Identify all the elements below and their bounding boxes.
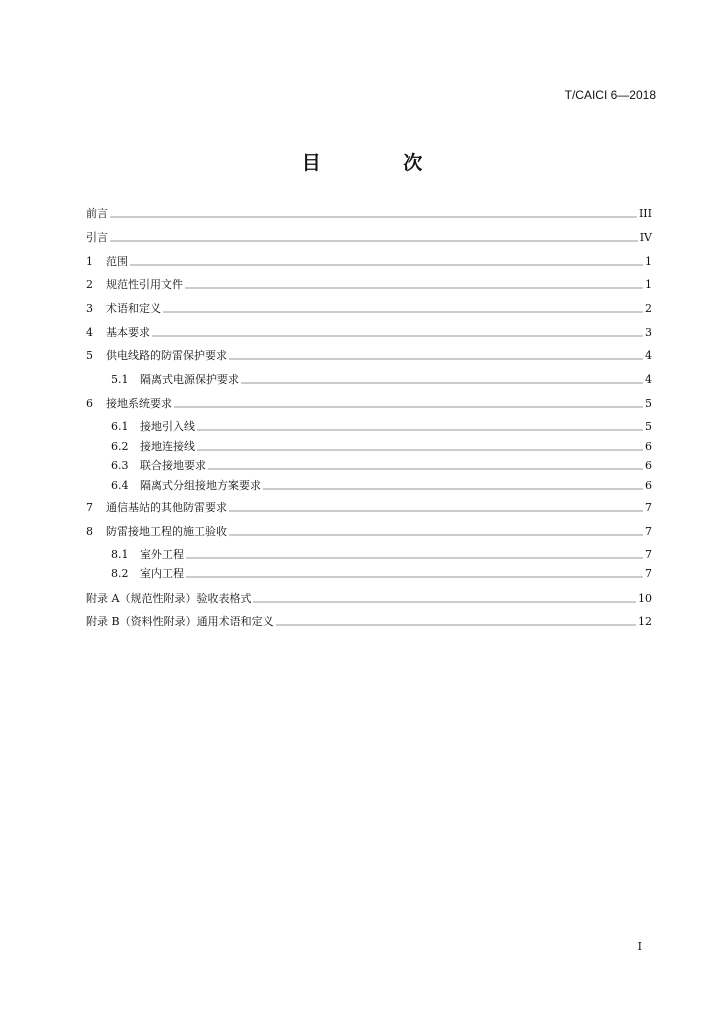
toc-entry-number: 6.2: [111, 440, 129, 453]
toc-entry-number: 6.3: [111, 459, 129, 472]
toc-entry-3[interactable]: [86, 301, 652, 317]
toc-entry-6-2[interactable]: [111, 439, 652, 455]
toc-entry-foreword[interactable]: [86, 206, 652, 222]
toc-entry-page: 2: [645, 302, 652, 315]
toc-entry-6-4[interactable]: [111, 478, 652, 494]
toc-leader: [263, 488, 643, 490]
toc-entry-appendix-a[interactable]: [86, 591, 652, 607]
toc-entry-number: 6.1: [111, 420, 129, 433]
toc-entry-label: 接地引入线: [140, 420, 195, 433]
toc-leader: [110, 240, 638, 242]
toc-leader: [163, 311, 643, 313]
toc-entry-appendix-b[interactable]: [86, 614, 652, 630]
toc-entry-label: 供电线路的防雷保护要求: [106, 349, 227, 362]
toc-entry-number: 5.1: [111, 373, 129, 386]
toc-entry-label: 接地系统要求: [106, 397, 172, 410]
toc-leader: [276, 624, 636, 626]
toc-entry-label: 附录 B（资料性附录）通用术语和定义: [86, 615, 274, 628]
toc-entry-label: 基本要求: [106, 326, 150, 339]
toc-entry-8[interactable]: [86, 524, 652, 540]
toc-entry-page: 7: [645, 567, 652, 580]
toc-entry-page: 1: [645, 278, 652, 291]
toc-entry-introduction[interactable]: [86, 230, 652, 246]
toc-leader: [186, 576, 643, 578]
toc-entry-number: 6: [86, 397, 93, 410]
toc-entry-label: 术语和定义: [106, 302, 161, 315]
toc-entry-page: III: [638, 207, 652, 220]
toc-entry-label: 通信基站的其他防雷要求: [106, 501, 227, 514]
toc-entry-page: 1: [645, 255, 652, 268]
toc-entry-page: 12: [638, 615, 652, 628]
toc-entry-number: 6.4: [111, 479, 129, 492]
toc-entry-6[interactable]: [86, 396, 652, 412]
toc-leader: [110, 216, 637, 218]
toc-leader: [229, 534, 643, 536]
toc-entry-label: 隔离式分组接地方案要求: [140, 479, 261, 492]
toc-entry-page: 3: [645, 326, 652, 339]
toc-leader: [208, 468, 643, 470]
toc-entry-label: 室内工程: [140, 567, 184, 580]
toc-entry-label: 附录 A（规范性附录）验收表格式: [86, 592, 252, 605]
toc-entry-page: 7: [645, 548, 652, 561]
toc-leader: [241, 382, 643, 384]
toc-entry-number: 2: [86, 278, 93, 291]
toc-entry-label: 规范性引用文件: [106, 278, 183, 291]
toc-entry-number: 8.2: [111, 567, 129, 580]
toc-leader: [130, 264, 643, 266]
toc-entry-label: 接地连接线: [140, 440, 195, 453]
toc-entry-number: 1: [86, 255, 93, 268]
toc-entry-label: 防雷接地工程的施工验收: [106, 525, 227, 538]
toc-leader: [185, 287, 643, 289]
toc-entry-5[interactable]: [86, 348, 652, 364]
toc-leader: [197, 449, 643, 451]
toc-entry-page: 4: [645, 349, 652, 362]
toc-entry-label: 室外工程: [140, 548, 184, 561]
toc-entry-8-2[interactable]: [111, 566, 652, 582]
toc-leader: [229, 510, 643, 512]
toc-entry-page: 6: [645, 459, 652, 472]
toc-leader: [197, 429, 643, 431]
toc-leader: [253, 601, 636, 603]
standard-code: T/CAICI 6—2018: [564, 88, 656, 102]
toc-entry-label: 引言: [86, 231, 108, 244]
toc-entry-number: 8: [86, 525, 93, 538]
toc-entry-label: 前言: [86, 207, 108, 220]
toc-entry-page: IV: [639, 231, 652, 244]
toc-entry-1[interactable]: [86, 254, 652, 270]
toc-entry-page: 7: [645, 501, 652, 514]
toc-entry-number: 3: [86, 302, 93, 315]
toc-entry-page: 10: [638, 592, 652, 605]
toc-entry-6-3[interactable]: [111, 458, 652, 474]
toc-entry-5-1[interactable]: [111, 372, 652, 388]
toc-entry-label: 范围: [106, 255, 128, 268]
toc-entry-6-1[interactable]: [111, 419, 652, 435]
toc-entry-number: 7: [86, 501, 93, 514]
toc-leader: [186, 557, 643, 559]
toc-entry-2[interactable]: [86, 277, 652, 293]
toc-leader: [229, 358, 643, 360]
toc-entry-page: 4: [645, 373, 652, 386]
page-number: I: [637, 940, 642, 953]
toc-leader: [152, 335, 643, 337]
toc-entry-number: 8.1: [111, 548, 129, 561]
toc-entry-label: 隔离式电源保护要求: [140, 373, 239, 386]
toc-entry-number: 4: [86, 326, 93, 339]
toc-entry-page: 5: [645, 397, 652, 410]
toc-entry-page: 5: [645, 420, 652, 433]
toc-entry-7[interactable]: [86, 500, 652, 516]
toc-entry-page: 7: [645, 525, 652, 538]
toc-entry-4[interactable]: [86, 325, 652, 341]
toc-entry-page: 6: [645, 479, 652, 492]
toc-leader: [174, 406, 643, 408]
toc-entry-8-1[interactable]: [111, 547, 652, 563]
toc-title: 目 次: [301, 152, 461, 174]
toc-entry-page: 6: [645, 440, 652, 453]
toc-entry-label: 联合接地要求: [140, 459, 206, 472]
toc-entry-number: 5: [86, 349, 93, 362]
